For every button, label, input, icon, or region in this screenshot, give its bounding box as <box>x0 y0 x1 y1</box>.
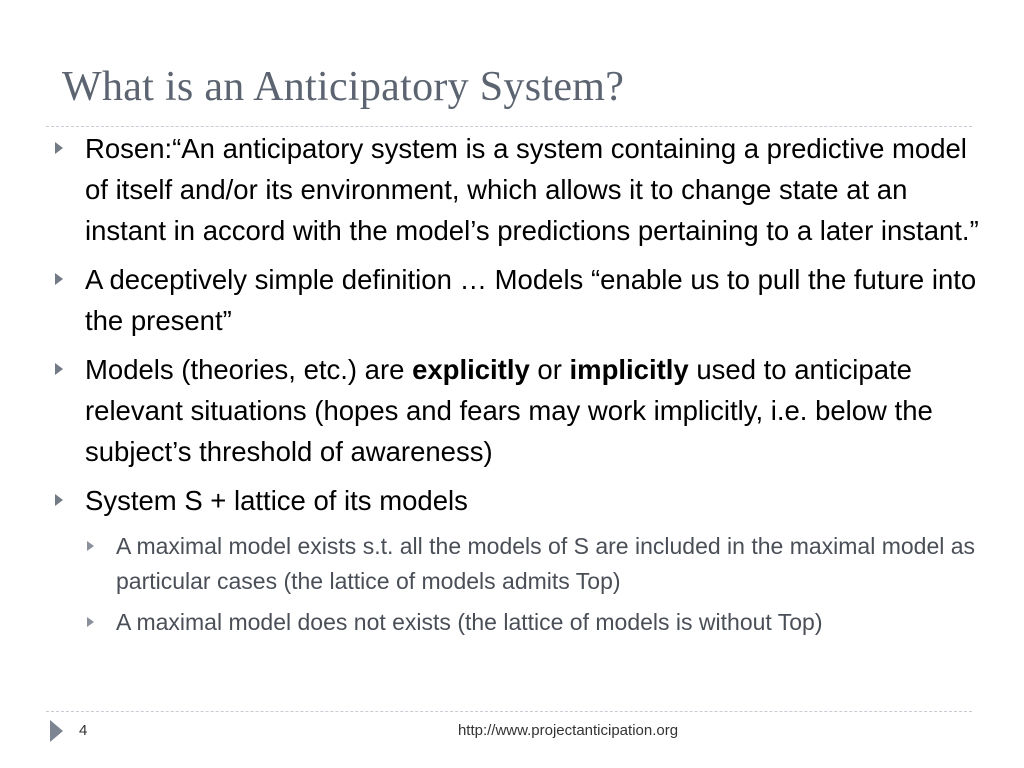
footer-url: http://www.projectanticipation.org <box>457 722 679 739</box>
bullet-item <box>55 349 980 472</box>
bullet-triangle-icon <box>55 273 63 285</box>
sub-bullet-triangle-icon <box>87 541 94 551</box>
sub-bullet-triangle-icon <box>87 617 94 627</box>
sub-bullet-text: A maximal model does not exists (the lattice of models is without Top) <box>116 609 823 635</box>
slide-title: What is an Anticipatory System? <box>62 64 625 110</box>
bullet-item <box>55 259 980 341</box>
bullet-triangle-icon <box>55 494 63 506</box>
slide-body <box>55 128 980 646</box>
sub-bullet-text: A maximal model exists s.t. all the models of S are included in the maximal model as particular cases (the lattice of models admits Top) <box>116 533 976 594</box>
title-divider <box>46 126 972 127</box>
bullet-text: Rosen:“An anticipatory system is a system containing a predictive model of itself and/or its environment, which allows it to change state at an instant in accord with the model’s predictions pertaining to a later instant.” <box>85 133 979 246</box>
bullet-triangle-icon <box>55 363 63 375</box>
bullet-text-part: or <box>529 354 570 385</box>
bullet-text: System S + lattice of its models <box>85 485 468 516</box>
bullet-bold-text: explicitly <box>412 354 530 385</box>
bullet-bold-text: implicitly <box>569 354 689 385</box>
page-number: 4 <box>79 722 88 739</box>
sub-bullet-item <box>85 529 980 599</box>
bullet-item <box>55 480 980 521</box>
bullet-text: A deceptively simple definition … Models “enable us to pull the future into the present” <box>85 264 977 336</box>
footer-divider <box>46 711 972 712</box>
bullet-triangle-icon <box>55 142 63 154</box>
bullet-item <box>55 128 980 251</box>
sub-bullet-list <box>55 529 980 640</box>
bullet-text-part: used to anticipate relevant situations (hopes and fears may work implicitly, i.e. below the subject’s threshold of awareness) <box>85 354 933 467</box>
bullet-text-part: Models (theories, etc.) are <box>85 354 413 385</box>
sub-bullet-item <box>85 605 980 640</box>
